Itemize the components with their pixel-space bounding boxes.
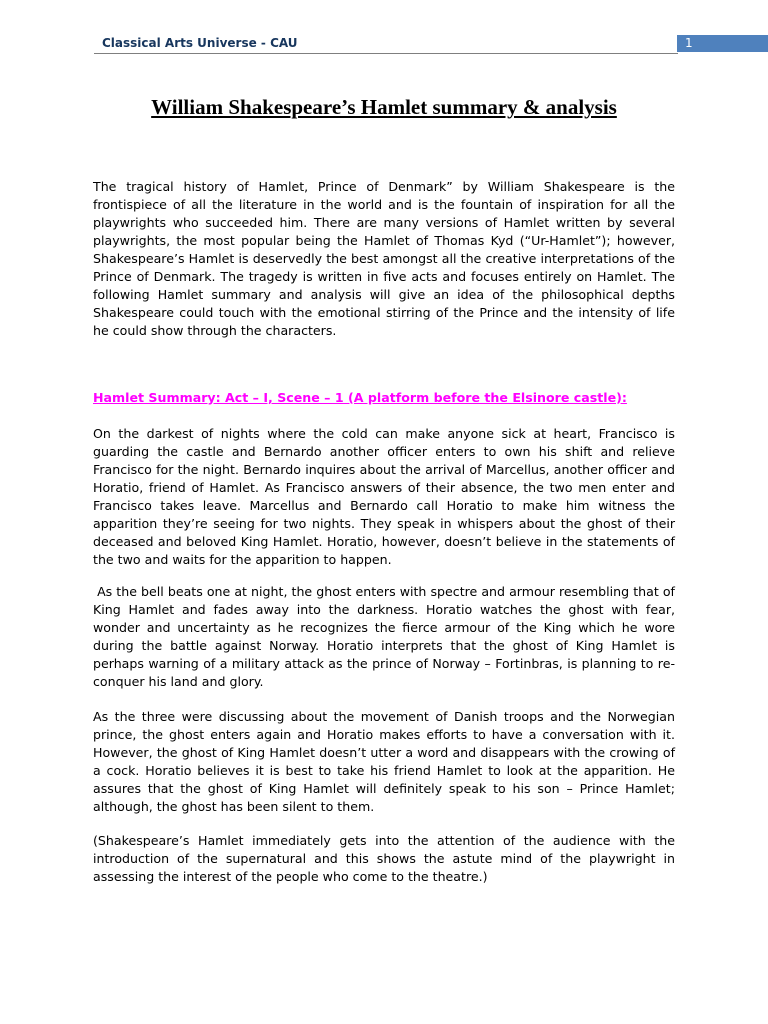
body-paragraph-4: (Shakespeare’s Hamlet immediately gets into the attention of the audience with the introduction of the supernatural and this shows the astute mind of the playwright in assessing the interest of the people who come to the theatre.) bbox=[93, 833, 675, 884]
intro-paragraph: The tragical history of Hamlet, Prince of Denmark” by William Shakespeare is the frontispiece of all the literature in the world and is the fountain of inspiration for all the playwrights who succeeded him. There are many versions of Hamlet written by several playwrights, the most popular being the Hamlet of Thomas Kyd (“Ur-Hamlet”); however, Shakespeare’s Hamlet is deservedly the best amongst all the creative interpretations of the Prince of Denmark. The tragedy is written in five acts and focuses entirely on Hamlet. The following Hamlet summary and analysis will give an idea of the philosophical depths Shakespeare could touch with the emotional stirring of the Prince and the intensity of life he could show through the characters. bbox=[93, 179, 675, 338]
header-divider bbox=[94, 53, 678, 54]
page-header bbox=[0, 0, 768, 60]
document-title: William Shakespeare’s Hamlet summary & analysis bbox=[151, 95, 617, 119]
section-heading: Hamlet Summary: Act – I, Scene – 1 (A platform before the Elsinore castle): bbox=[93, 390, 627, 405]
body-paragraph-2: As the bell beats one at night, the ghost enters with spectre and armour resembling that of King Hamlet and fades away into the darkness. Horatio watches the ghost with fear, wonder and uncertainty as he recognizes the fierce armour of the King which he wore during the battle against Norway. Horatio interprets that the ghost of King Hamlet is perhaps warning of a military attack as the prince of Norway – Fortinbras, is planning to re-conquer his land and glory. bbox=[93, 584, 680, 689]
body-paragraph-3: As the three were discussing about the movement of Danish troops and the Norwegian prince, the ghost enters again and Horatio makes efforts to have a conversation with it. However, the ghost of King Hamlet doesn’t utter a word and disappears with the crowing of a cock. Horatio believes it is best to take his friend Hamlet to look at the apparition. He assures that the ghost of King Hamlet will definitely speak to his son – Prince Hamlet; although, the ghost has been silent to them. bbox=[93, 709, 675, 814]
page-number: 1 bbox=[685, 36, 693, 50]
page-number-badge bbox=[677, 35, 768, 52]
body-paragraph-1: On the darkest of nights where the cold can make anyone sick at heart, Francisco is guarding the castle and Bernardo another officer enters to own his shift and relieve Francisco for the night. Bernardo inquires about the arrival of Marcellus, another officer and Horatio, friend of Hamlet. As Francisco answers of their absence, the two men enter and Francisco takes leave. Marcellus and Bernardo call Horatio to make him witness the apparition they’re seeing for two nights. They speak in whispers about the ghost of their deceased and beloved King Hamlet. Horatio, however, doesn’t believe in the statements of the two and waits for the apparition to happen. bbox=[93, 426, 675, 567]
header-title: Classical Arts Universe - CAU bbox=[102, 36, 298, 50]
